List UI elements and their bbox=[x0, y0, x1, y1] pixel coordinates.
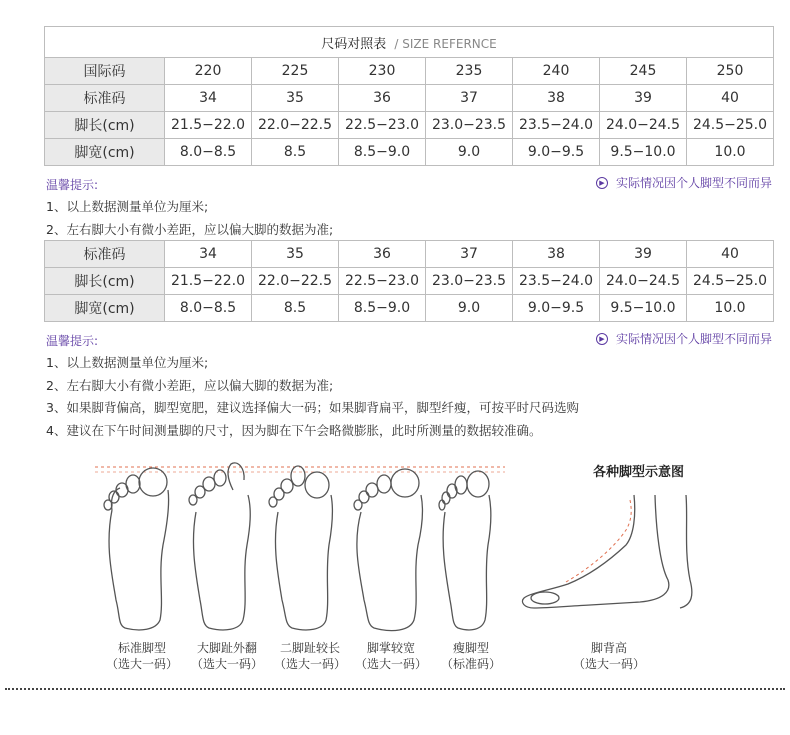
table-cell: 34 bbox=[165, 241, 252, 268]
table-row bbox=[45, 139, 774, 166]
table-cell: 8.0−8.5 bbox=[165, 295, 252, 322]
row-header: 国际码 bbox=[45, 58, 165, 85]
notes-list bbox=[46, 196, 333, 241]
size-table-secondary bbox=[44, 240, 774, 322]
table-cell: 9.0−9.5 bbox=[513, 139, 600, 166]
table-cell: 235 bbox=[426, 58, 513, 85]
note-item: 1、以上数据测量单位为厘米; bbox=[46, 355, 209, 370]
table-cell: 24.5−25.0 bbox=[687, 112, 774, 139]
table-cell: 9.0−9.5 bbox=[513, 295, 600, 322]
foot-label bbox=[564, 640, 654, 672]
tip-label: 温馨提示: bbox=[46, 334, 99, 348]
table-row bbox=[45, 295, 774, 322]
table-cell: 38 bbox=[513, 241, 600, 268]
foot-type-name: 瘦脚型 bbox=[452, 641, 489, 655]
foot-label bbox=[426, 640, 516, 672]
foot-label bbox=[346, 640, 436, 672]
table-cell: 39 bbox=[600, 85, 687, 112]
foot-type-advice: （选大一码） bbox=[572, 657, 645, 671]
table-cell: 21.5−22.0 bbox=[165, 112, 252, 139]
foot-type-advice: （选大一码） bbox=[354, 657, 427, 671]
table-cell: 8.0−8.5 bbox=[165, 139, 252, 166]
table-row bbox=[45, 268, 774, 295]
table-title-zh: 尺码对照表 bbox=[321, 36, 387, 52]
foot-slim-icon bbox=[439, 471, 491, 630]
table-cell: 9.0 bbox=[426, 295, 513, 322]
table-cell: 24.0−24.5 bbox=[600, 112, 687, 139]
table-cell: 8.5 bbox=[252, 295, 339, 322]
table-row bbox=[45, 58, 774, 85]
table-cell: 22.0−22.5 bbox=[252, 268, 339, 295]
table-cell: 23.0−23.5 bbox=[426, 112, 513, 139]
table-row bbox=[45, 112, 774, 139]
row-header: 脚宽(cm) bbox=[45, 139, 165, 166]
table-cell: 34 bbox=[165, 85, 252, 112]
foot-type-name: 二脚趾较长 bbox=[279, 641, 340, 655]
foot-type-name: 标准脚型 bbox=[117, 641, 166, 655]
foot-type-name: 脚背高 bbox=[590, 641, 627, 655]
table-cell: 250 bbox=[687, 58, 774, 85]
foot-wide-icon bbox=[354, 469, 422, 631]
table-title-en: / SIZE REFERNCE bbox=[394, 36, 497, 51]
table-cell: 22.0−22.5 bbox=[252, 112, 339, 139]
row-header: 脚长(cm) bbox=[45, 112, 165, 139]
note-item: 1、以上数据测量单位为厘米; bbox=[46, 199, 209, 214]
table-cell: 37 bbox=[426, 85, 513, 112]
foot-bunion-icon bbox=[189, 463, 250, 630]
table-cell: 23.5−24.0 bbox=[513, 112, 600, 139]
table-cell: 9.0 bbox=[426, 139, 513, 166]
foot-high-instep-icon bbox=[522, 495, 691, 608]
table-cell: 9.5−10.0 bbox=[600, 295, 687, 322]
table-cell: 21.5−22.0 bbox=[165, 268, 252, 295]
foot-type-name: 脚掌较宽 bbox=[366, 641, 415, 655]
foot-type-name: 大脚趾外翻 bbox=[196, 641, 257, 655]
size-reference-table bbox=[44, 26, 774, 166]
table-cell: 10.0 bbox=[687, 139, 774, 166]
note-item: 3、如果脚背偏高，脚型宽肥，建议选择偏大一码；如果脚背扁平，脚型纤瘦，可按平时尺码选购 bbox=[46, 400, 579, 415]
table-cell: 240 bbox=[513, 58, 600, 85]
tip-note-right bbox=[596, 330, 772, 347]
tip-note-text: 实际情况因个人脚型不同而异 bbox=[615, 332, 772, 346]
foot-label bbox=[182, 640, 272, 672]
table-cell: 230 bbox=[339, 58, 426, 85]
tip-note-right bbox=[596, 174, 772, 191]
table-cell: 22.5−23.0 bbox=[339, 268, 426, 295]
row-header: 脚长(cm) bbox=[45, 268, 165, 295]
note-item: 2、左右脚大小有微小差距，应以偏大脚的数据为准; bbox=[46, 377, 334, 393]
table-cell: 8.5 bbox=[252, 139, 339, 166]
table-title bbox=[45, 27, 774, 58]
foot-label bbox=[265, 640, 355, 672]
table-cell: 36 bbox=[339, 85, 426, 112]
table-cell: 37 bbox=[426, 241, 513, 268]
foot-type-advice: （选大一码） bbox=[190, 657, 263, 671]
note-item: 4、建议在下午时间测量脚的尺寸，因为脚在下午会略微膨胀，此时所测量的数据较准确。 bbox=[46, 422, 542, 438]
diagram-title: 各种脚型示意图 bbox=[593, 465, 685, 480]
table-cell: 22.5−23.0 bbox=[339, 112, 426, 139]
row-header: 标准码 bbox=[45, 241, 165, 268]
play-circle-icon: ▶ bbox=[596, 333, 608, 345]
table-title-row bbox=[45, 27, 774, 58]
tip-note-text: 实际情况因个人脚型不同而异 bbox=[615, 176, 772, 190]
table-row bbox=[45, 241, 774, 268]
table-cell: 23.5−24.0 bbox=[513, 268, 600, 295]
foot-long-second-toe-icon bbox=[269, 466, 332, 630]
table-cell: 40 bbox=[687, 85, 774, 112]
table-cell: 35 bbox=[252, 85, 339, 112]
table-cell: 23.0−23.5 bbox=[426, 268, 513, 295]
table-cell: 220 bbox=[165, 58, 252, 85]
table-cell: 38 bbox=[513, 85, 600, 112]
play-circle-icon: ▶ bbox=[596, 177, 608, 189]
foot-type-advice: （选大一码） bbox=[105, 657, 178, 671]
foot-standard-icon bbox=[104, 468, 169, 630]
table-cell: 8.5−9.0 bbox=[339, 295, 426, 322]
table-cell: 35 bbox=[252, 241, 339, 268]
table-cell: 8.5−9.0 bbox=[339, 139, 426, 166]
table-cell: 36 bbox=[339, 241, 426, 268]
row-header: 标准码 bbox=[45, 85, 165, 112]
table-cell: 39 bbox=[600, 241, 687, 268]
note-item: 2、左右脚大小有微小差距，应以偏大脚的数据为准; bbox=[46, 221, 334, 237]
foot-type-advice: （选大一码） bbox=[273, 657, 346, 671]
row-header: 脚宽(cm) bbox=[45, 295, 165, 322]
notes-list bbox=[46, 352, 579, 442]
table-cell: 40 bbox=[687, 241, 774, 268]
table-cell: 10.0 bbox=[687, 295, 774, 322]
table-row bbox=[45, 85, 774, 112]
table-cell: 225 bbox=[252, 58, 339, 85]
dotted-divider bbox=[5, 688, 785, 690]
table-cell: 245 bbox=[600, 58, 687, 85]
foot-type-advice: （标准码） bbox=[440, 657, 501, 671]
tip-label: 温馨提示: bbox=[46, 178, 99, 192]
table-cell: 24.5−25.0 bbox=[687, 268, 774, 295]
foot-label bbox=[97, 640, 187, 672]
table-cell: 24.0−24.5 bbox=[600, 268, 687, 295]
table-cell: 9.5−10.0 bbox=[600, 139, 687, 166]
